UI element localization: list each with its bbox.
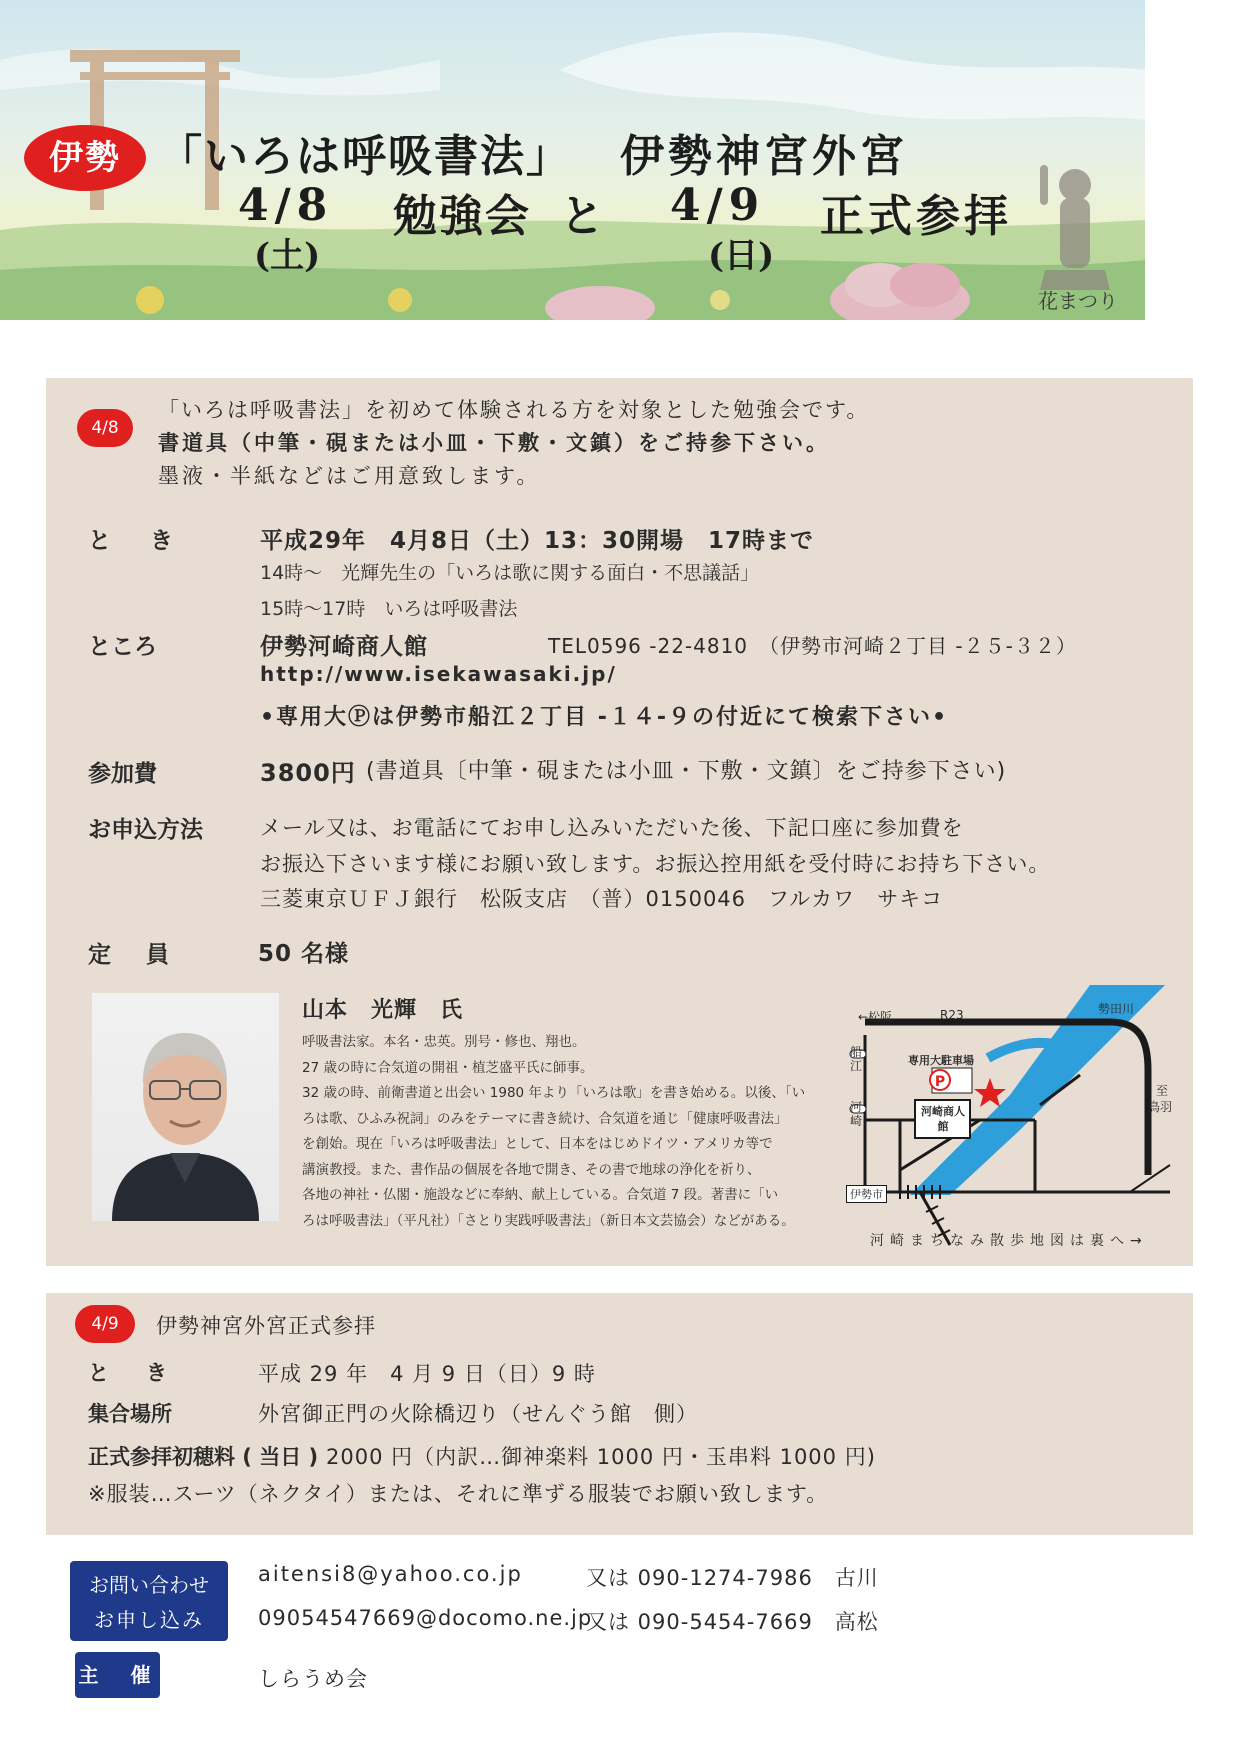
value-capacity: 50 名様 [258, 941, 350, 967]
map-label-building: 河崎商人館 [921, 1105, 965, 1133]
map-label-toba: 鳥羽 [1148, 1100, 1173, 1114]
fee-note: (書道具〔中筆・硯または小皿・下敷・文鎮〕をご持参下さい) [366, 759, 1007, 784]
apply-line-1: メール又は、お電話にてお申し込みいただいた後、下記口座に参加費を [260, 816, 964, 840]
artist-signature: 花まつり [1038, 289, 1118, 313]
toki-sub-2: 15時～17時 いろは呼吸書法 [260, 598, 518, 620]
map-footer-note: 河崎まちなみ散歩地図は裏へ→ [870, 1233, 1148, 1249]
intro-line-2: 書道具（中筆・硯または小皿・下敷・文鎮）をご持参下さい。 [158, 431, 830, 455]
label-toki: と き [88, 528, 181, 554]
apply-line-3: 三菱東京ＵＦＪ銀行 松阪支店 （普）0150046 フルカワ サキコ [260, 887, 944, 911]
map-label-kawasaki: 河崎 [850, 1100, 863, 1128]
contact-phone-2[interactable]: 又は 090-5454-7669 高松 [586, 1610, 879, 1634]
value-fee: 3800円 [260, 759, 356, 787]
svg-text:P: P [934, 1074, 946, 1090]
label-toki-2: と き [88, 1361, 175, 1385]
host-badge: 主 催 [75, 1652, 160, 1698]
value-offering-fee: 2000 円（内訳…御神楽料 1000 円・玉串料 1000 円) [326, 1445, 876, 1469]
apply-line-2: お振込下さいます様にお願い致します。お振込控用紙を受付時にお持ち下さい。 [260, 852, 1051, 876]
bio-line: を創始。現在「いろは呼吸書法」として、日本をはじめドイツ・アメリカ等で [302, 1136, 773, 1152]
label-capacity: 定 員 [88, 942, 175, 968]
banner-day2: (日) [708, 236, 775, 276]
banner-connector: と [560, 191, 604, 242]
banner-event1: 勉強会 [393, 191, 531, 242]
ise-badge: 伊勢 [24, 125, 146, 191]
teacher-biography [302, 1030, 816, 1234]
value-meeting-place: 外宮御正門の火除橋辺り（せんぐう館 側） [258, 1402, 698, 1426]
date-pill-4-9: 4/9 [75, 1305, 135, 1343]
map-label-funae: 船江 [850, 1045, 863, 1073]
parking-note: •専用大Ⓟは伊勢市船江２丁目 -１４-９の付近にて検索下さい• [260, 705, 949, 730]
inquiry-badge [70, 1561, 228, 1641]
banner-date2: 4/9 [670, 180, 766, 231]
star-icon [974, 1078, 1006, 1107]
map-label-to: 至 [1156, 1084, 1169, 1098]
shrine-heading: 伊勢神宮外宮正式参拝 [156, 1314, 376, 1338]
bio-line: ろは呼吸書法」（平凡社）「さとり実践呼吸書法」（新日本文芸協会）などがある。 [302, 1212, 795, 1229]
value-toki-2: 平成 29 年 4 月 9 日（日）9 時 [258, 1362, 596, 1386]
venue-url-link[interactable]: http://www.isekawasaki.jp/ [260, 662, 617, 686]
map-label-iseshi-station: 伊勢市 [846, 1185, 887, 1203]
label-meeting-place: 集合場所 [88, 1402, 172, 1426]
intro-line-1: 「いろは呼吸書法」を初めて体験される方を対象とした勉強会です。 [158, 398, 870, 422]
host-name: しらうめ会 [258, 1667, 368, 1691]
map-label-r23: R23 [940, 1008, 964, 1022]
label-fee: 参加費 [88, 761, 157, 787]
teacher-portrait-photo [92, 993, 279, 1221]
bio-line: 呼吸書法家。本名・忠英。別号・修也、翔也。 [302, 1034, 586, 1050]
date-pill-4-8: 4/8 [77, 409, 133, 447]
bio-line: 32 歳の時、前衛書道と出会い 1980 年より「いろは歌」を書き始める。以後、「い [302, 1085, 806, 1101]
inquiry-badge-line1: お問い合わせ [89, 1573, 209, 1597]
map-label-seta-river: 勢田川 [1098, 1002, 1135, 1016]
banner-title-right: 伊勢神宮外宮 [620, 131, 908, 182]
tokoro-tel: TEL0596 -22-4810 （伊勢市河崎２丁目 -２５-３２） [548, 634, 1077, 658]
bio-line: 27 歳の時に合気道の開祖・植芝盛平氏に師事。 [302, 1059, 594, 1076]
banner-day1: (土) [254, 236, 321, 276]
label-offering-fee: 正式参拝初穂料 ( 当日 ) [88, 1445, 319, 1469]
label-tokoro: ところ [88, 634, 157, 660]
toki-sub-1: 14時～ 光輝先生の「いろは歌に関する面白・不思議話」 [260, 562, 760, 584]
header-banner [0, 0, 1145, 320]
bio-line: 各地の神社・仏閣・施設などに奉納、献上している。合気道 7 段。著書に「い [302, 1187, 779, 1203]
intro-line-3: 墨液・半紙などはご用意致します。 [158, 464, 541, 488]
contact-phone-1[interactable]: 又は 090-1274-7986 古川 [586, 1566, 879, 1590]
inquiry-badge-line2: お申し込み [94, 1608, 204, 1632]
contact-email-1[interactable]: aitensi8@yahoo.co.jp [258, 1562, 523, 1586]
contact-email-2[interactable]: 09054547669@docomo.ne.jp [258, 1606, 593, 1630]
value-toki: 平成29年 4月8日（土）13：30開場 17時まで [260, 528, 815, 554]
bio-line: ろは歌、ひふみ祝詞」のみをテーマに書き続け、合気道を通じ「健康呼吸書法」 [302, 1110, 788, 1127]
banner-title-left: 「いろは呼吸書法」 [158, 131, 572, 182]
banner-event2: 正式参拝 [820, 191, 1012, 242]
value-tokoro: 伊勢河崎商人館 [260, 634, 428, 660]
bio-line: 講演教授。また、書作品の個展を各地で開き、その書で地球の浄化を祈り、 [302, 1161, 761, 1178]
label-apply: お申込方法 [88, 817, 203, 843]
banner-date1: 4/8 [238, 180, 334, 231]
access-map [840, 980, 1180, 1255]
map-label-parking: 専用大駐車場 [908, 1054, 974, 1067]
dress-code-note: ※服装…スーツ（ネクタイ）または、それに準ずる服装でお願い致します。 [88, 1482, 829, 1506]
teacher-name: 山本 光輝 氏 [302, 998, 464, 1023]
map-label-matsusaka: ←松阪 [858, 1010, 893, 1024]
